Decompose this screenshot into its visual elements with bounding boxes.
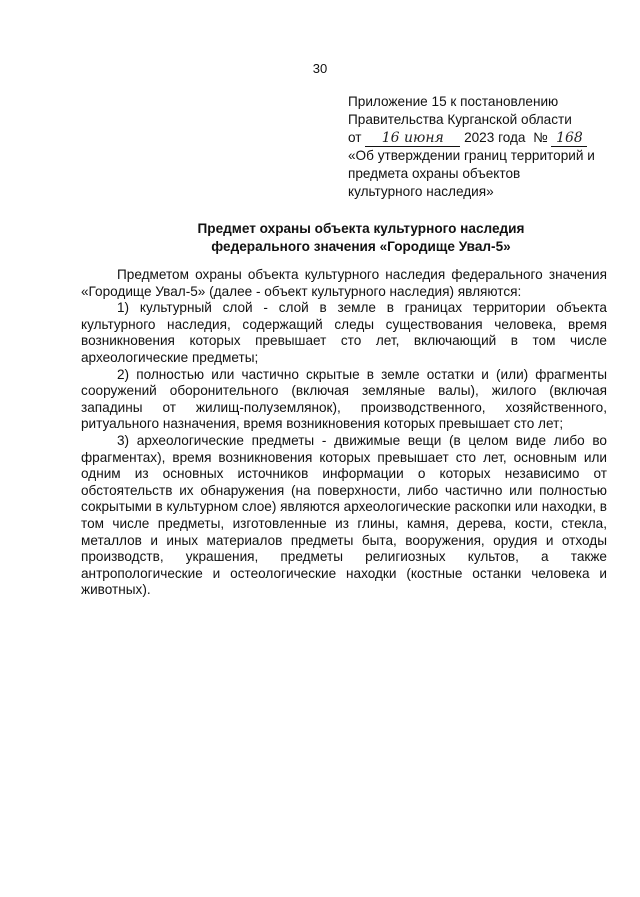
page-number: 30 xyxy=(312,61,328,76)
number-label: № xyxy=(533,130,548,145)
heading-line-2: федерального значения «Городище Увал-5» xyxy=(211,239,511,254)
appendix-title-line-2: предмета охраны объектов xyxy=(348,166,521,181)
document-heading xyxy=(0,220,640,256)
paragraph-item-3: 3) археологические предметы - движимые вещи (в целом виде либо во фрагментах), время возникновения которых превышает сто лет, основным или одним из основных источников информации о которых независимо от обстоятельств их обнаружения (на поверхности, либо частично или полностью сокрытыми в культурном слое) являются археологические раскопки или находки, в том числе предметы, изготовленные из глины, камня, дерева, кости, стекла, металлов и иных материалов предметы быта, вооружения, орудия и отходы производств, украшения, предметы религиозных культов, а также антропологические и остеологические находки (костные останки человека и животных). xyxy=(81,432,607,598)
handwritten-number: 168 xyxy=(556,130,583,146)
number-field xyxy=(551,130,587,147)
date-field xyxy=(365,130,460,147)
paragraph-item-1: 1) культурный слой - слой в земле в границах территории объекта культурного наследия, содержащий следы существования человека, время возникновения которых превышает сто лет, включающий в том числе археологические предметы; xyxy=(81,300,607,365)
from-label: от xyxy=(348,130,362,145)
appendix-date-line xyxy=(348,129,610,147)
handwritten-date: 16 июня xyxy=(381,130,444,146)
paragraph-item-2: 2) полностью или частично скрытые в земле остатки и (или) фрагменты сооружений оборонительного (включая земляные валы), жилого (включая западины от жилищ-полуземлянок), производственного, хозяйственного, ритуального назначения, время возникновения которых превышает сто лет; xyxy=(81,366,607,432)
appendix-line-2: Правительства Курганской области xyxy=(348,112,572,127)
heading-line-1: Предмет охраны объекта культурного наследия xyxy=(197,221,525,236)
appendix-title-line-1: «Об утверждении границ территорий и xyxy=(348,148,595,163)
appendix-block xyxy=(348,93,610,201)
document-body xyxy=(81,267,607,599)
paragraph-intro: Предметом охраны объекта культурного наследия федерального значения «Городище Увал-5» (далее - объект культурного наследия) являются: xyxy=(81,267,607,299)
appendix-title-line-3: культурного наследия» xyxy=(348,184,494,199)
year-text: 2023 года xyxy=(464,130,526,145)
appendix-line-1: Приложение 15 к постановлению xyxy=(348,94,559,109)
